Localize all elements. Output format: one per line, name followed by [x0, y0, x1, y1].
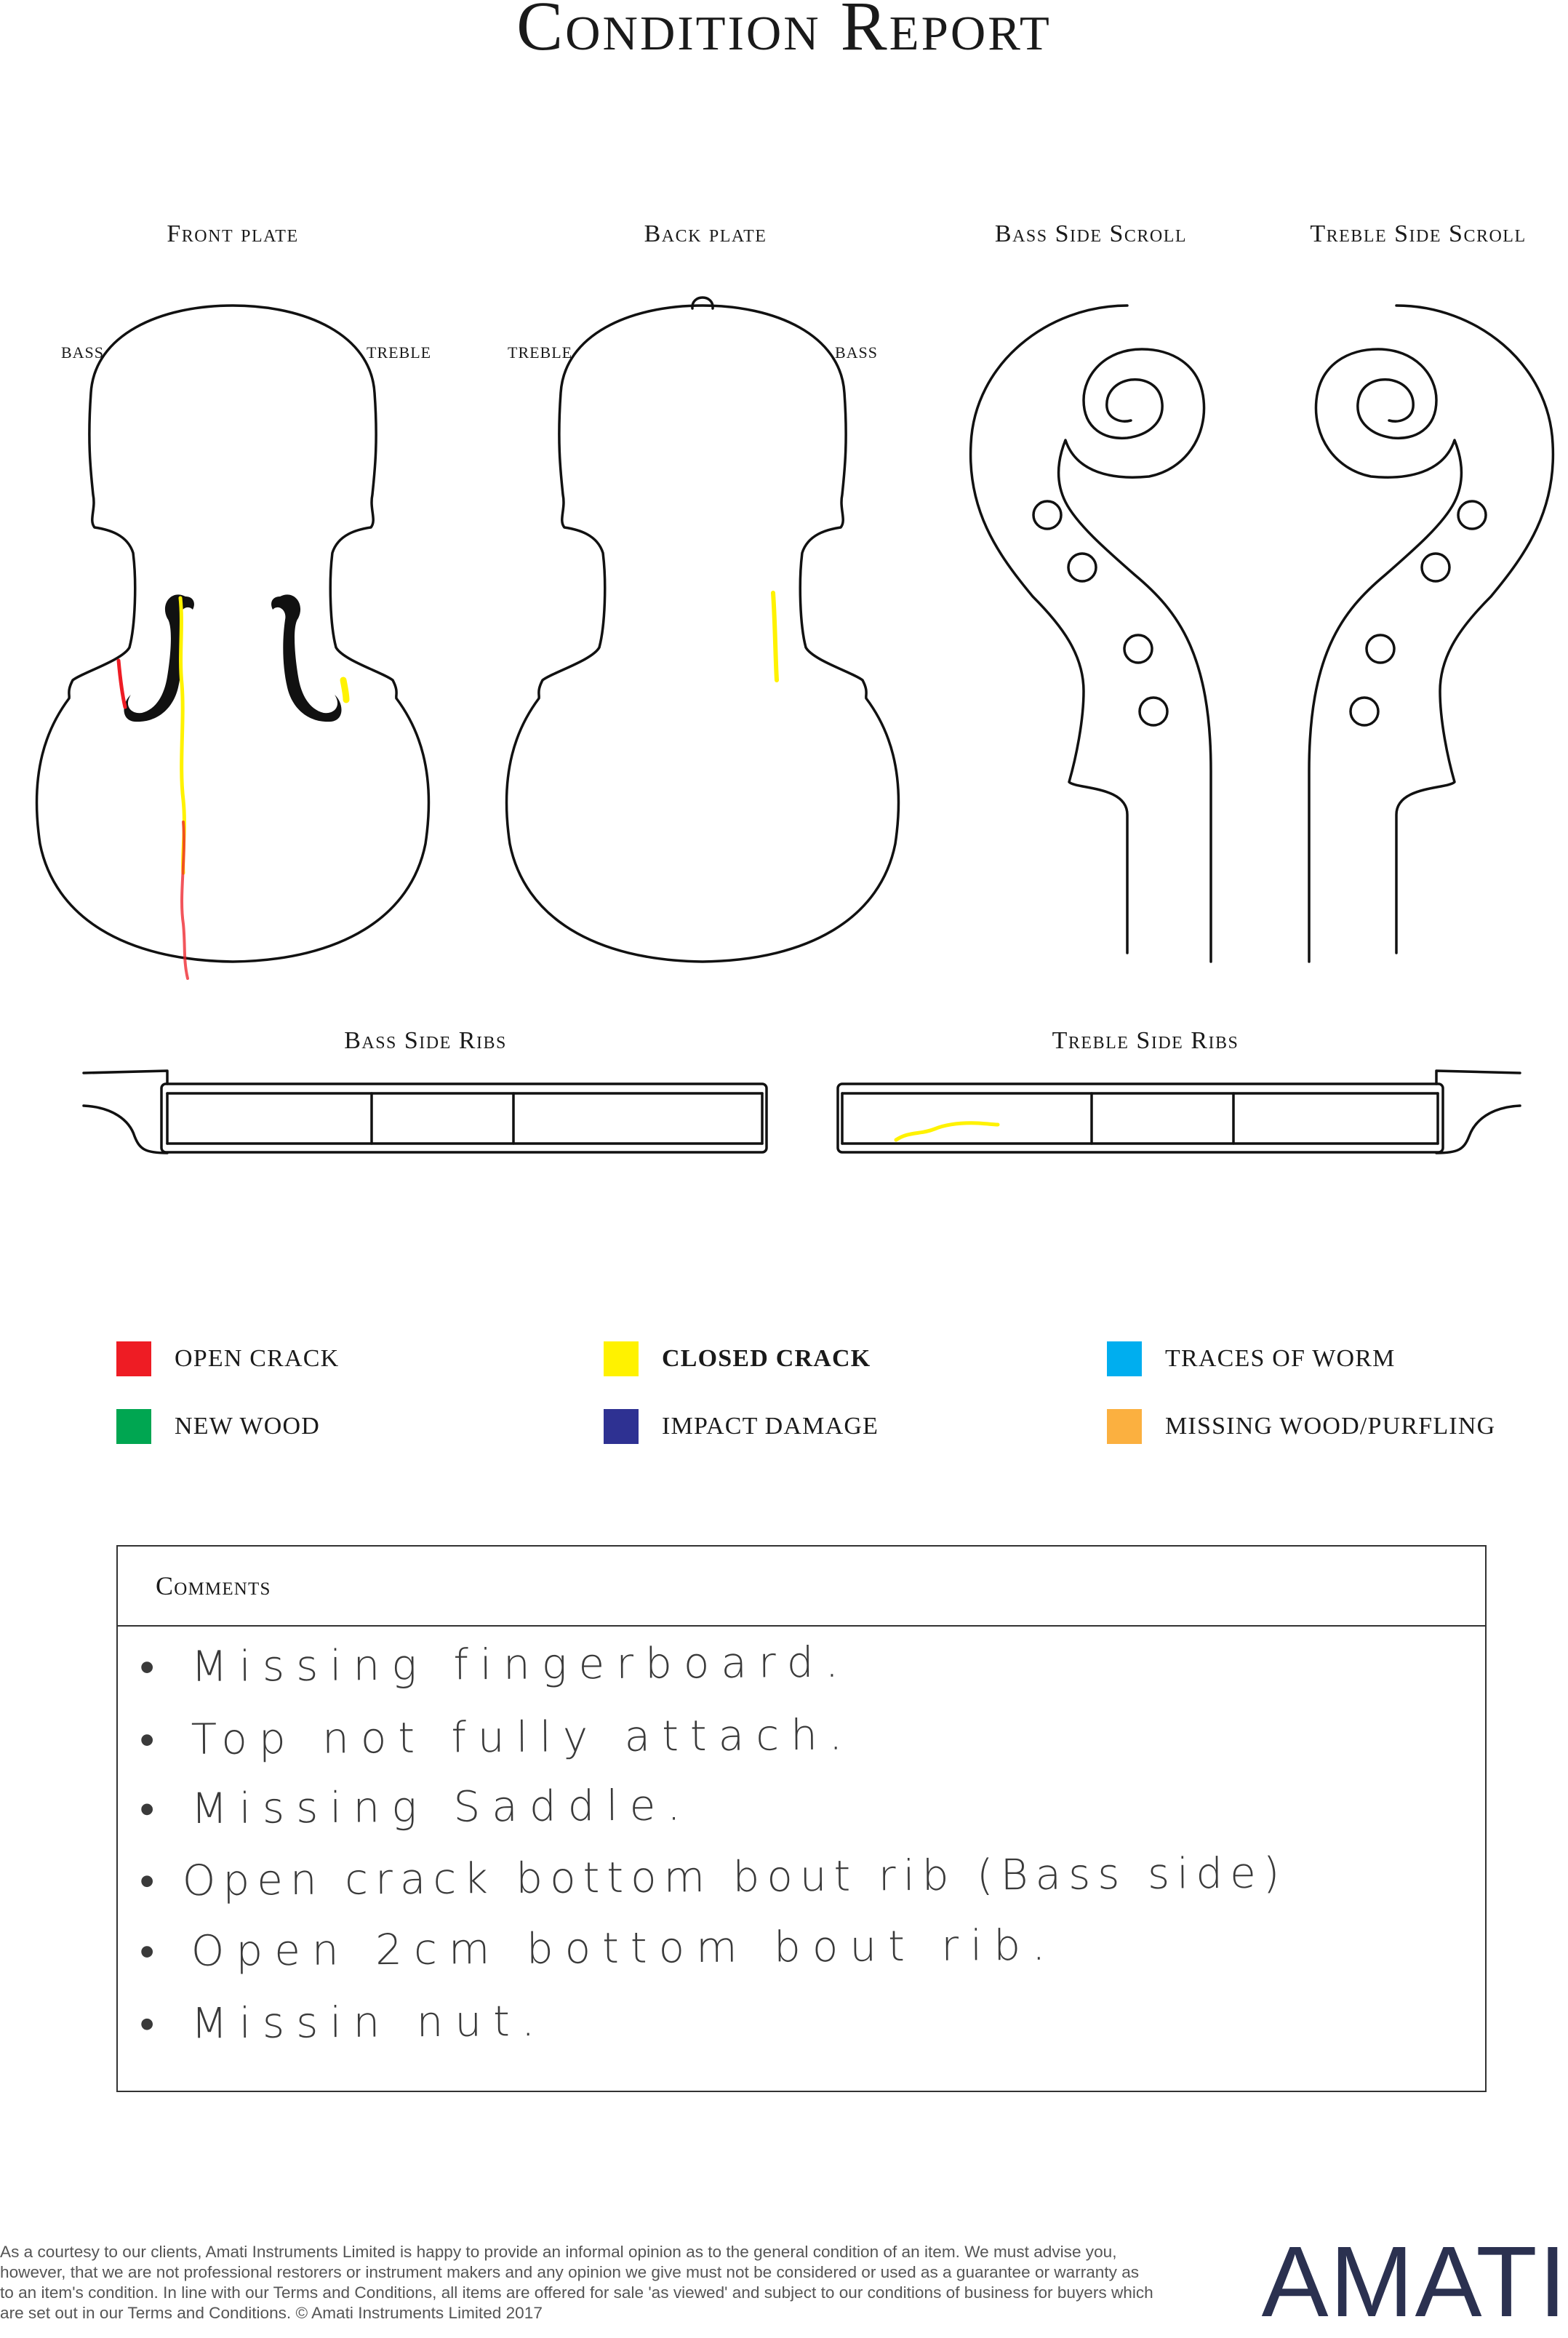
comments-box: [116, 1545, 1487, 2092]
comment-line: • Missin nut.: [139, 1996, 547, 2048]
legend-item-missing-wood-purfling: [1107, 1409, 1495, 1444]
comment-line: • Missing fingerboard.: [139, 1637, 851, 1692]
back-plate-right-side-label: BASS: [835, 343, 879, 362]
legend-label-traces-of-worm: TRACES OF WORM: [1165, 1345, 1396, 1372]
legend-item-open-crack: [116, 1341, 339, 1376]
report-title: Condition Report: [516, 0, 1052, 65]
treble-side-scroll-label: Treble Side Scroll: [1310, 220, 1527, 247]
legend-swatch-traces-of-worm: [1107, 1341, 1142, 1376]
back-plate-label: Back plate: [644, 220, 767, 247]
back-plate-left-side-label: TREBLE: [508, 343, 573, 362]
comment-line: • Missing Saddle.: [139, 1780, 692, 1834]
comments-header: Comments: [118, 1547, 1485, 1627]
comment-line: • Open 2cm bottom bout rib.: [139, 1920, 1057, 1976]
legend-item-traces-of-worm: [1107, 1341, 1396, 1376]
bass-side-scroll-label: Bass Side Scroll: [994, 220, 1188, 247]
treble-side-ribs-label: Treble Side Ribs: [1052, 1027, 1239, 1054]
legend-swatch-impact-damage: [604, 1409, 639, 1444]
legend-swatch-new-wood: [116, 1409, 151, 1444]
comment-line: • Top not fully attach.: [139, 1709, 855, 1765]
legend-label-new-wood: NEW WOOD: [175, 1413, 321, 1440]
legend-swatch-closed-crack: [604, 1341, 639, 1376]
front-plate-label: Front plate: [167, 220, 299, 247]
legend-swatch-open-crack: [116, 1341, 151, 1376]
legend-swatch-missing-wood-purfling: [1107, 1409, 1142, 1444]
legend-label-open-crack: OPEN CRACK: [175, 1345, 340, 1372]
amati-logo: AMATI: [1261, 2226, 1568, 2338]
legend-label-missing-wood-purfling: MISSING WOOD/PURFLING: [1165, 1413, 1496, 1440]
legend-item-new-wood: [116, 1409, 320, 1444]
comment-line: • Open crack bottom bout rib (Bass side): [139, 1848, 1287, 1906]
legend-label-closed-crack: CLOSED CRACK: [662, 1345, 871, 1372]
legend-item-closed-crack: [604, 1341, 871, 1376]
front-plate-left-side-label: BASS: [61, 343, 105, 362]
bass-side-ribs-label: Bass Side Ribs: [344, 1027, 507, 1054]
legend-label-impact-damage: IMPACT DAMAGE: [662, 1413, 879, 1440]
disclaimer-text: As a courtesy to our clients, Amati Instruments Limited is happy to provide an informal opinion as to the general condition of an item. We must advise you, however, that we are not professional restorers or instrument makers and any opinion we give must not be considered or used as a guarantee or warranty as to an item's condition. In line with our Terms and Conditions, all items are offered for sale 'as viewed' and subject to our conditions of business for buyers which are set out in our Terms and Conditions. © Amati Instruments Limited 2017: [0, 2243, 1153, 2322]
legend-item-impact-damage: [604, 1409, 879, 1444]
front-plate-right-side-label: TREBLE: [367, 343, 432, 362]
